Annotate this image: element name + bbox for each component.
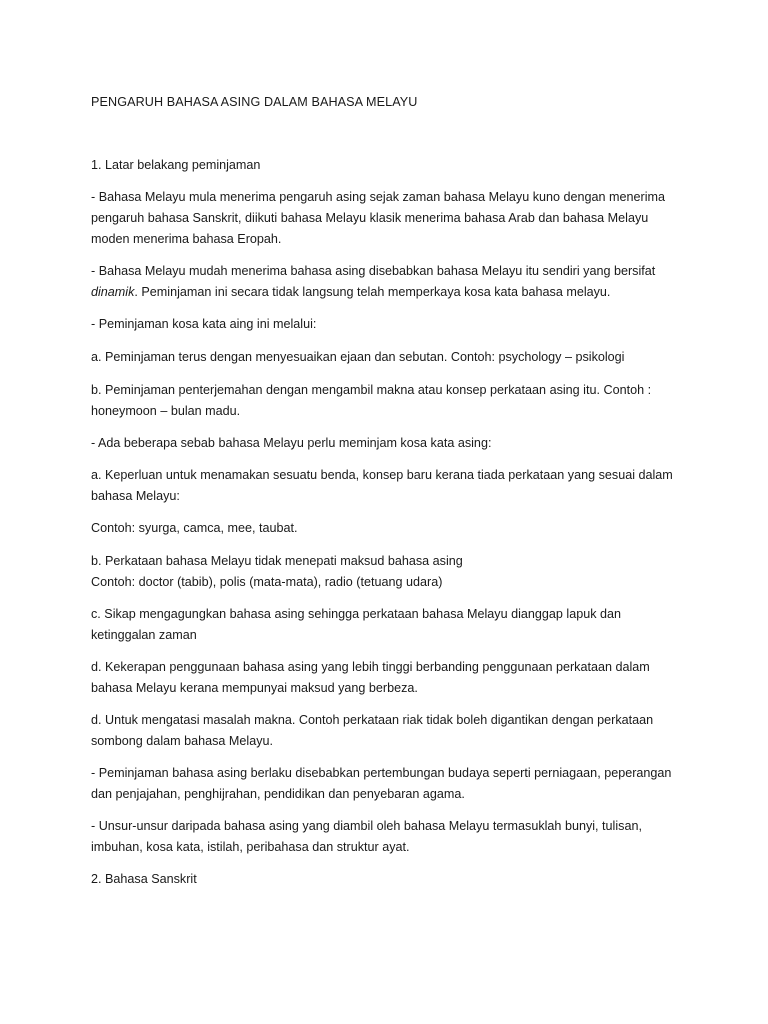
document-title: PENGARUH BAHASA ASING DALAM BAHASA MELAYU xyxy=(91,95,418,109)
paragraph: d. Kekerapan penggunaan bahasa asing yang lebih tinggi berbanding penggunaan perkataan dalam bahasa Melayu kerana mempunyai maksud yang berbeza. xyxy=(91,660,650,695)
paragraph: d. Untuk mengatasi masalah makna. Contoh perkataan riak tidak boleh digantikan dengan perkataan sombong dalam bahasa Melayu. xyxy=(91,713,654,748)
paragraph-text: - Bahasa Melayu mudah menerima bahasa asing disebabkan bahasa Melayu itu sendiri yang bersifat xyxy=(91,264,656,278)
paragraph: a. Keperluan untuk menamakan sesuatu benda, konsep baru kerana tiada perkataan yang sesuai dalam bahasa Melayu: xyxy=(91,468,673,503)
section-heading-1: 1. Latar belakang peminjaman xyxy=(91,158,261,172)
paragraph-line: b. Perkataan bahasa Melayu tidak menepati maksud bahasa asing xyxy=(91,554,463,568)
paragraph: - Bahasa Melayu mula menerima pengaruh asing sejak zaman bahasa Melayu kuno dengan menerima pengaruh bahasa Sanskrit, diikuti bahasa Melayu klasik menerima bahasa Arab dan bahasa Melayu moden menerima bahasa Eropah. xyxy=(91,190,666,246)
section-heading-2: 2. Bahasa Sanskrit xyxy=(91,872,197,886)
paragraph: b. Peminjaman penterjemahan dengan mengambil makna atau konsep perkataan asing itu. Contoh : honeymoon – bulan madu. xyxy=(91,383,652,418)
paragraph: - Unsur-unsur daripada bahasa asing yang diambil oleh bahasa Melayu termasuklah bunyi, tulisan, imbuhan, kosa kata, istilah, peribahasa dan struktur ayat. xyxy=(91,819,642,854)
paragraph xyxy=(91,261,681,303)
emphasis-text: dinamik xyxy=(91,285,135,299)
document-page xyxy=(91,92,681,901)
paragraph-text: . Peminjaman ini secara tidak langsung telah memperkaya kosa kata bahasa melayu. xyxy=(134,285,611,299)
paragraph xyxy=(91,551,681,593)
paragraph: - Ada beberapa sebab bahasa Melayu perlu meminjam kosa kata asing: xyxy=(91,436,492,450)
paragraph-line: Contoh: doctor (tabib), polis (mata-mata), radio (tetuang udara) xyxy=(91,575,443,589)
paragraph: - Peminjaman kosa kata aing ini melalui: xyxy=(91,317,317,331)
paragraph: c. Sikap mengagungkan bahasa asing sehingga perkataan bahasa Melayu dianggap lapuk dan ketinggalan zaman xyxy=(91,607,622,642)
paragraph: a. Peminjaman terus dengan menyesuaikan ejaan dan sebutan. Contoh: psychology – psikologi xyxy=(91,350,625,364)
paragraph: Contoh: syurga, camca, mee, taubat. xyxy=(91,521,298,535)
paragraph: - Peminjaman bahasa asing berlaku disebabkan pertembungan budaya seperti perniagaan, peperangan dan penjajahan, penghijrahan, pendidikan dan penyebaran agama. xyxy=(91,766,672,801)
